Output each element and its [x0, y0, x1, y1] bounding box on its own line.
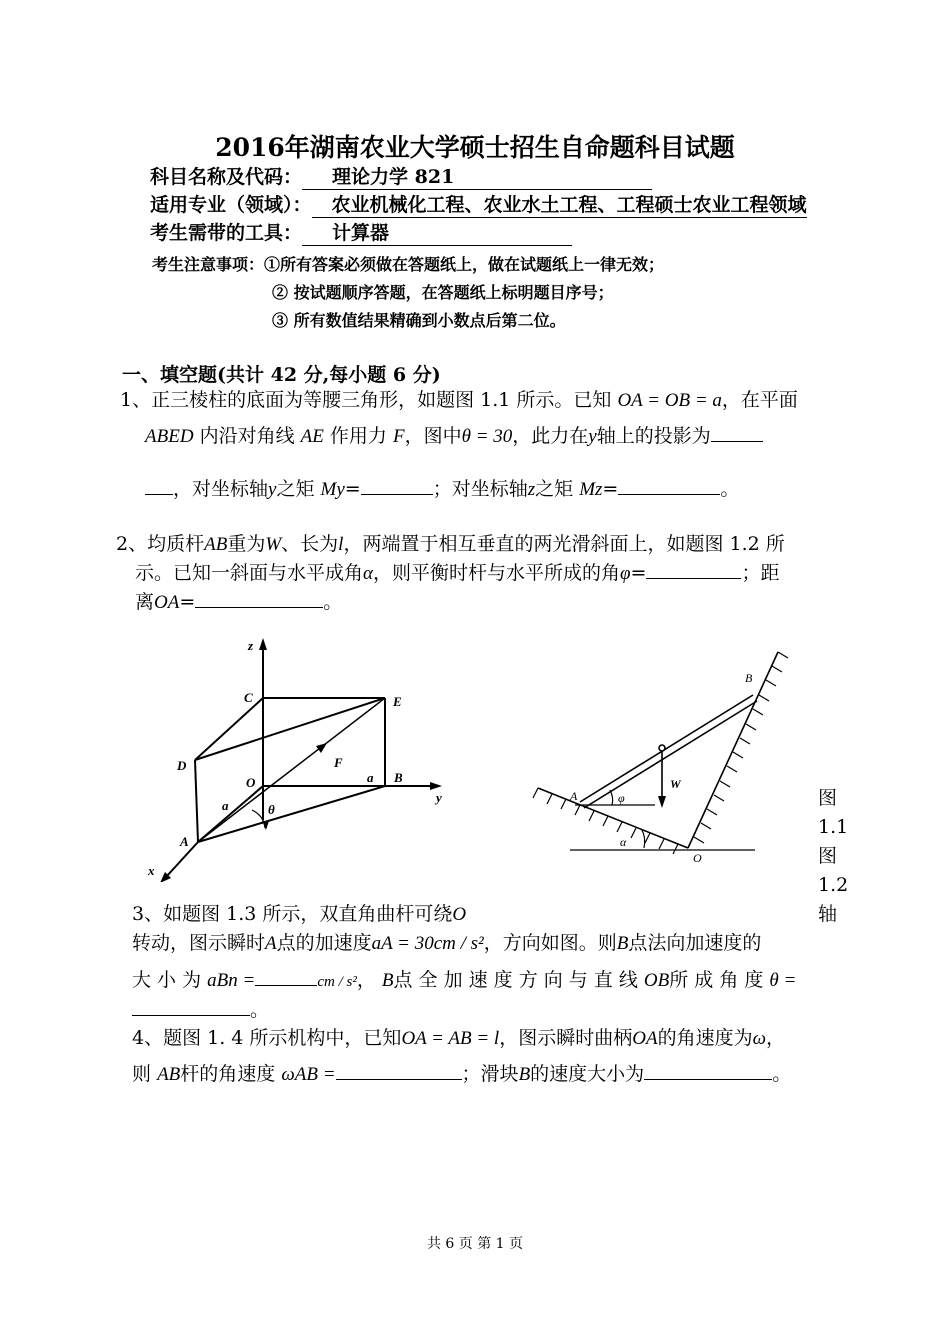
q3-text-k: 。	[250, 999, 270, 1021]
q1-math-y: y	[588, 426, 597, 447]
q2-text-i: 离	[135, 591, 155, 613]
page-title: 2016年湖南农业大学硕士招生自命题科目试题	[215, 133, 735, 162]
q4-text-e: 则	[132, 1063, 152, 1085]
fig11-label-z: z	[248, 638, 254, 653]
q2-math-alpha: α	[363, 563, 373, 584]
q2-blank-2[interactable]	[195, 607, 323, 608]
q4-text-g: ；滑块	[461, 1063, 519, 1085]
major-value: 农业机械化工程、农业水土工程、工程硕士农业工程领域	[312, 190, 807, 218]
q4-math-oa-ab: OA = AB = l	[401, 1028, 500, 1049]
q1-blank-2[interactable]	[361, 494, 433, 495]
fig11-label-theta: θ	[268, 802, 275, 817]
q3-line-4	[132, 996, 269, 1025]
q3-line-1	[132, 900, 466, 929]
q1-math-ae: AE	[300, 426, 324, 447]
fig11-label-e: E	[393, 694, 402, 709]
q2-text-j: =	[179, 591, 196, 613]
tools-label: 考生需带的工具：	[150, 222, 303, 244]
figure-1-2	[530, 640, 820, 872]
subject-label: 科目名称及代码：	[150, 166, 303, 188]
fig11-label-y: y	[436, 790, 442, 805]
note-1-text: ①所有答案必须做在答题纸上，做在试题纸上一律无效；	[264, 255, 665, 274]
q3-text-i: 点 全 加 速 度 方 向 与 直 线	[393, 969, 638, 991]
q2-text-d: ，两端置于相互垂直的两光滑斜面上，如题图 1.2 所	[343, 533, 785, 555]
q4-math-b: B	[518, 1064, 531, 1085]
q3-text-e: 点法向加速度的	[628, 932, 762, 954]
note-1	[152, 252, 664, 275]
notes-label: 考生注意事项：	[152, 255, 265, 274]
q4-text-i: 。	[772, 1063, 792, 1085]
q4-text-d: ，	[766, 1027, 786, 1049]
z-arrow	[259, 638, 267, 650]
q1-math-z: z	[527, 479, 536, 500]
q3-text-a: 3、如题图 1.3 所示，双直角曲杆可绕	[132, 903, 453, 925]
q1-text-k: ；对坐标轴	[432, 478, 528, 500]
q3-text-f: 大 小 为	[132, 969, 202, 991]
q3-math-o: O	[452, 904, 467, 925]
q4-blank-2[interactable]	[644, 1079, 772, 1080]
q3-text-unit: cm / s²	[317, 974, 357, 990]
q2-line-1	[116, 530, 785, 559]
figure-1-1	[140, 632, 470, 882]
q3-math-a: A	[265, 933, 277, 954]
q1-text-i: 之矩	[276, 478, 315, 500]
q1-line-2	[145, 422, 763, 451]
q1-blank-1b[interactable]	[145, 494, 173, 495]
fig11-label-b: B	[394, 770, 403, 785]
fig12-label-o: O	[693, 851, 702, 865]
right-incline	[688, 652, 778, 848]
q4-text-b: ，图示瞬时曲柄	[499, 1027, 633, 1049]
y-arrow	[430, 782, 442, 790]
q1-math-theta: θ = 30	[461, 426, 513, 447]
fig12-label-b: B	[745, 671, 753, 685]
caption-1: 图	[818, 787, 838, 809]
q1-text-f: ，此力在	[512, 425, 589, 447]
q1-math-mz: Mz	[579, 479, 603, 500]
major-line	[150, 190, 807, 218]
q2-text-k: 。	[323, 591, 343, 613]
q2-text-h: ；距	[741, 562, 780, 584]
q1-math-oa-ob: OA = OB = a	[617, 390, 722, 411]
q2-line-3	[135, 588, 342, 617]
force-line	[198, 698, 385, 842]
fig11-label-o: O	[246, 775, 256, 790]
q1-math-my: My	[320, 479, 345, 500]
fig11-label-d: D	[177, 758, 187, 773]
caption-2: 1.1	[818, 816, 849, 838]
q1-text-l: 之矩	[535, 478, 574, 500]
fig12-label-a: A	[570, 789, 578, 803]
q1-text-g: 轴上的投影为	[596, 425, 711, 447]
q1-text-n: 。	[720, 478, 740, 500]
q2-text-e: 示。已知一斜面与水平成角	[135, 562, 364, 584]
q3-text-j: 所 成 角 度	[669, 969, 764, 991]
weight-arrow	[658, 796, 666, 808]
q1-text-b: ，在平面	[721, 389, 798, 411]
fig11-label-f: F	[334, 755, 343, 770]
tools-value: 计算器	[302, 218, 572, 246]
q1-line-1	[120, 386, 798, 415]
fig11-label-a2: a	[367, 770, 374, 785]
q3-line-3	[132, 966, 796, 997]
q3-math-ob: OB	[643, 970, 670, 991]
q1-blank-3[interactable]	[618, 494, 720, 495]
caption-3: 图	[818, 845, 838, 867]
force-arrow	[316, 743, 327, 753]
tools-line	[150, 218, 572, 246]
q2-blank-1[interactable]	[646, 578, 741, 579]
q2-line-2	[135, 559, 779, 588]
fig12-label-w: W	[670, 777, 681, 791]
q4-text-c: 的角速度为	[657, 1027, 753, 1049]
q2-text-b: 重为	[227, 533, 266, 555]
q3-math-abn: aBn =	[207, 970, 256, 991]
q2-math-oa: OA	[154, 592, 180, 613]
q2-text-c: 、长为	[281, 533, 339, 555]
q1-text-e: ，图中	[404, 425, 462, 447]
q2-text-a: 2、均质杆	[116, 533, 205, 555]
q3-math-b2: B	[381, 970, 394, 991]
fig11-label-a1: a	[222, 798, 229, 813]
q1-math-y2: y	[268, 479, 277, 500]
caption-5: 轴	[818, 903, 838, 925]
q4-math-omega-ab: ωAB =	[281, 1064, 336, 1085]
q4-line-1	[132, 1024, 785, 1053]
q2-math-ab: AB	[204, 534, 228, 555]
q3-math-theta: θ =	[769, 970, 797, 991]
q1-text-m: =	[602, 478, 619, 500]
q1-line-3	[145, 475, 739, 504]
q4-line-2	[132, 1060, 791, 1089]
fig11-label-a: A	[180, 834, 189, 849]
page-footer: 共 6 页 第 1 页	[426, 1236, 524, 1252]
fig11-label-x: x	[148, 863, 155, 878]
q3-text-c: 点的加速度	[276, 932, 372, 954]
q1-text-h: ，对坐标轴	[173, 478, 269, 500]
fig11-label-c: C	[244, 690, 253, 705]
q1-text-c: 内沿对角线	[199, 425, 295, 447]
q3-line-2	[132, 929, 761, 958]
q1-blank-1[interactable]	[711, 441, 763, 442]
q2-math-w: W	[265, 534, 282, 555]
q3-text-h: ，	[356, 969, 376, 991]
subject-value: 理论力学 821	[302, 162, 652, 190]
subject-line	[150, 162, 652, 190]
q4-text-a: 4、题图 1. 4 所示机构中，已知	[132, 1027, 402, 1049]
q2-math-l: l	[338, 534, 344, 555]
section-1-heading: 一、填空题(共计 42 分,每小题 6 分)	[122, 364, 441, 386]
q3-text-b: 转动，图示瞬时	[132, 932, 266, 954]
q1-math-f: F	[392, 426, 405, 447]
q4-math-oa: OA	[632, 1028, 658, 1049]
note-2: ② 按试题顺序答题，在答题纸上标明题目序号；	[272, 283, 614, 302]
q1-math-abed: ABED	[145, 426, 194, 447]
q4-blank-1[interactable]	[336, 1079, 462, 1080]
q3-math-aa: aA = 30cm / s²	[371, 933, 484, 954]
q4-math-omega: ω	[752, 1028, 766, 1049]
q1-text-a: 1、正三棱柱的底面为等腰三角形，如题图 1.1 所示。已知	[120, 389, 612, 411]
q1-text-d: 作用力	[329, 425, 387, 447]
q3-blank-2[interactable]	[132, 1015, 250, 1016]
q2-text-g: =	[630, 562, 647, 584]
caption-4: 1.2	[818, 874, 849, 896]
q4-text-f: 杆的角速度	[180, 1063, 276, 1085]
q1-text-j: =	[344, 478, 361, 500]
fig12-label-phi: φ	[618, 791, 625, 805]
note-3: ③ 所有数值结果精确到小数点后第二位。	[272, 311, 566, 330]
fig12-label-alpha: α	[620, 835, 627, 849]
q4-text-h: 的速度大小为	[530, 1063, 645, 1085]
q3-math-b: B	[616, 933, 629, 954]
q3-text-d: ，方向如图。则	[483, 932, 617, 954]
q4-math-ab: AB	[157, 1064, 181, 1085]
q3-blank-1[interactable]	[255, 985, 317, 986]
q2-math-phi: φ	[620, 563, 631, 584]
q2-text-f: ，则平衡时杆与水平所成的角	[373, 562, 621, 584]
major-label: 适用专业（领域）：	[150, 194, 312, 216]
